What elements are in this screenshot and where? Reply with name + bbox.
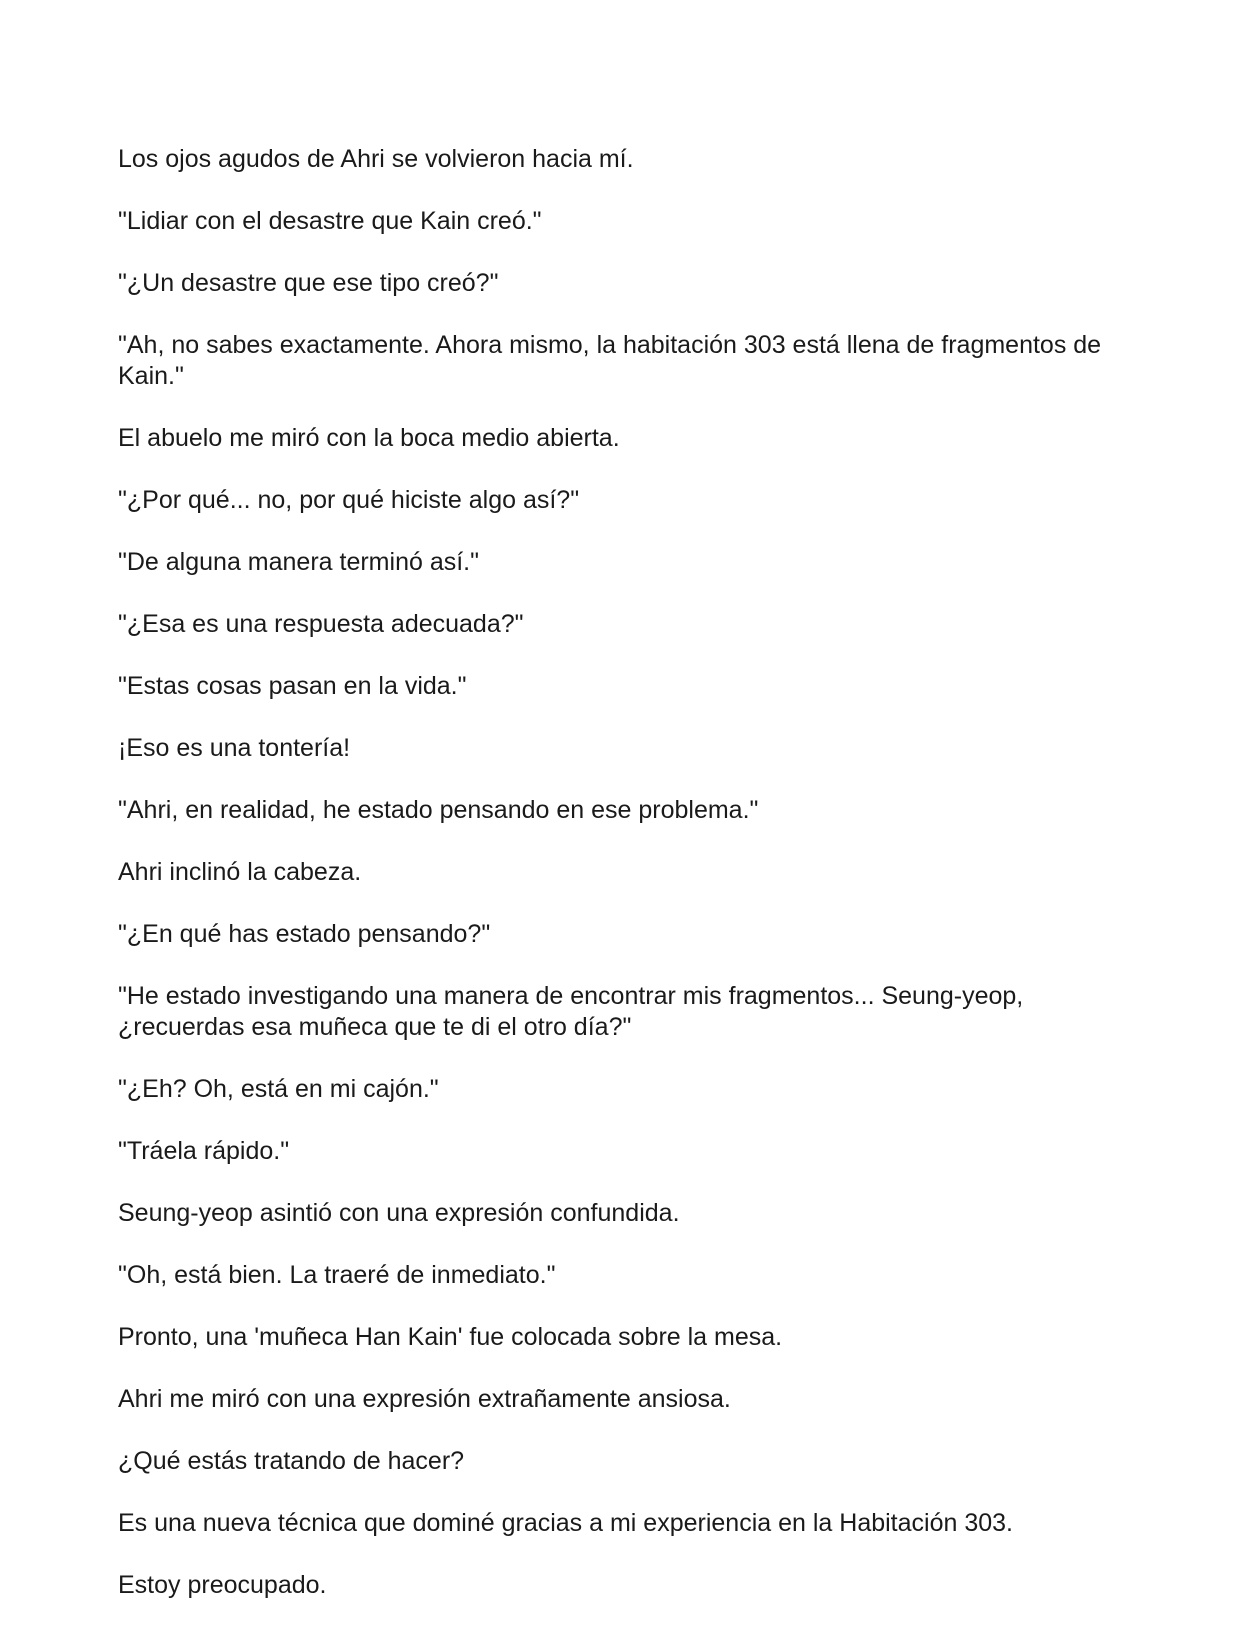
paragraph: "He estado investigando una manera de encontrar mis fragmentos... Seung-yeop, ¿recuerdas esa muñeca que te di el otro día?" xyxy=(118,982,1024,1041)
paragraph: ¡Eso es una tontería! xyxy=(118,734,351,762)
paragraph: "Estas cosas pasan en la vida." xyxy=(118,672,467,700)
paragraph: "¿Por qué... no, por qué hiciste algo así?" xyxy=(118,486,580,514)
paragraph: Estoy preocupado. xyxy=(118,1571,327,1599)
paragraph: Los ojos agudos de Ahri se volvieron hacia mí. xyxy=(118,145,634,173)
paragraph: Pronto, una 'muñeca Han Kain' fue colocada sobre la mesa. xyxy=(118,1323,783,1351)
paragraph: Seung-yeop asintió con una expresión confundida. xyxy=(118,1199,680,1227)
paragraph: "¿Eh? Oh, está en mi cajón." xyxy=(118,1075,439,1103)
paragraph: Ahri inclinó la cabeza. xyxy=(118,858,362,886)
paragraph: El abuelo me miró con la boca medio abierta. xyxy=(118,424,620,452)
paragraph: "¿Un desastre que ese tipo creó?" xyxy=(118,269,499,297)
paragraph: "Tráela rápido." xyxy=(118,1137,290,1165)
paragraph: ¿Qué estás tratando de hacer? xyxy=(118,1447,465,1475)
paragraph: Es una nueva técnica que dominé gracias a mi experiencia en la Habitación 303. xyxy=(118,1509,1013,1537)
paragraph: "Lidiar con el desastre que Kain creó." xyxy=(118,207,542,235)
paragraph: "¿Esa es una respuesta adecuada?" xyxy=(118,610,524,638)
paragraph: "Oh, está bien. La traeré de inmediato." xyxy=(118,1261,556,1289)
paragraph: "¿En qué has estado pensando?" xyxy=(118,920,491,948)
paragraph: "Ahri, en realidad, he estado pensando en ese problema." xyxy=(118,796,759,824)
document-body xyxy=(118,144,1118,1632)
paragraph: "Ah, no sabes exactamente. Ahora mismo, la habitación 303 está llena de fragmentos de Kain." xyxy=(118,331,1102,390)
paragraph: Ahri me miró con una expresión extrañamente ansiosa. xyxy=(118,1385,731,1413)
paragraph: "De alguna manera terminó así." xyxy=(118,548,479,576)
